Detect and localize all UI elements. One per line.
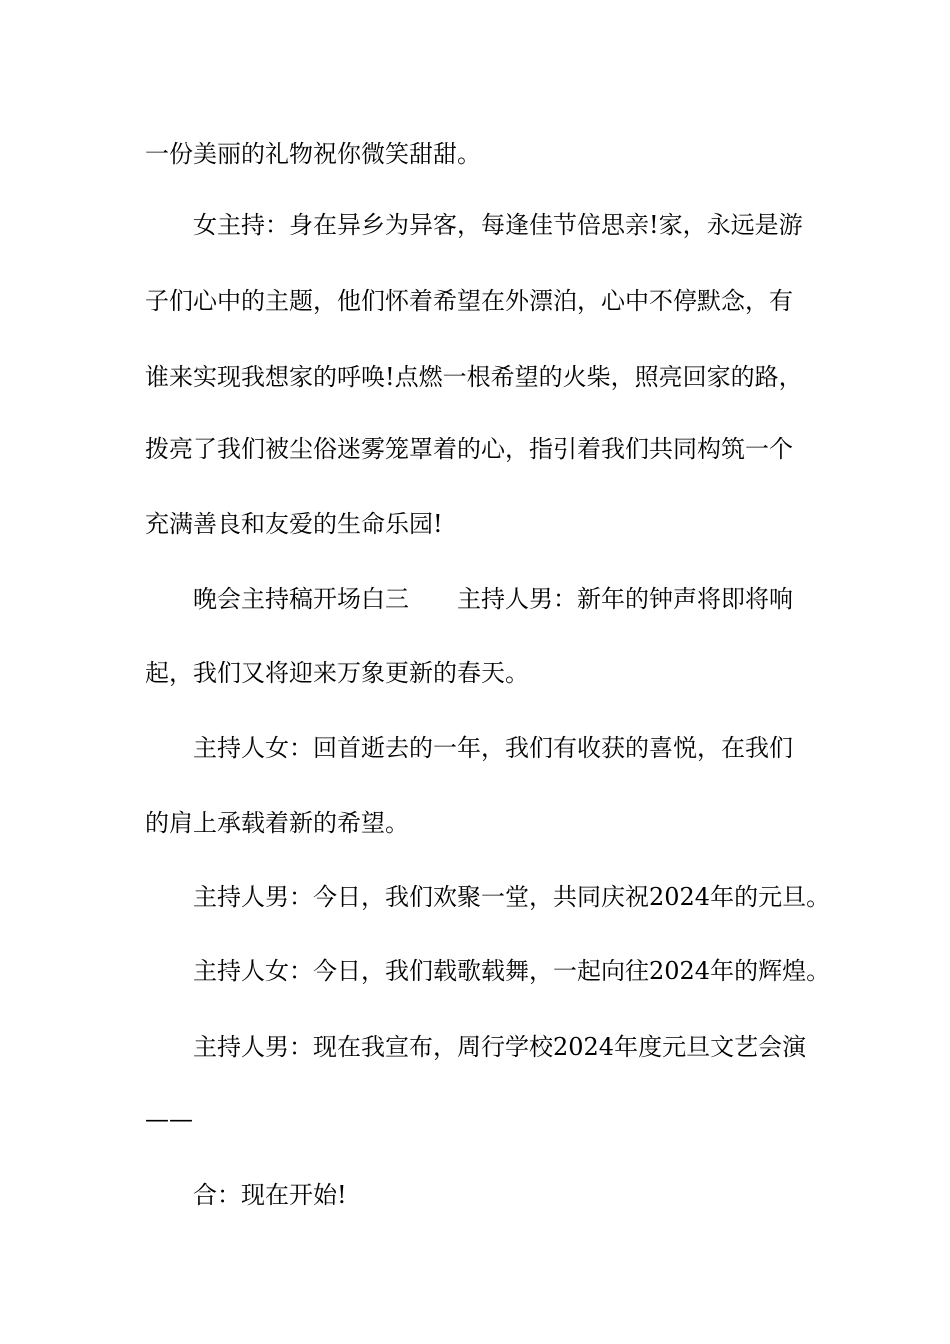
dash-line: —— — [145, 1105, 193, 1133]
text-line: 子们心中的主题，他们怀着希望在外漂泊，心中不停默念，有 — [145, 287, 793, 315]
dialogue-start: 主持人男：新年的钟声将即将响 — [457, 585, 793, 613]
text-line: 一份美丽的礼物祝你微笑甜甜。 — [145, 140, 481, 168]
text-line: 的肩上承载着新的希望。 — [145, 809, 409, 837]
text-line: 起，我们又将迎来万象更新的春天。 — [145, 659, 529, 687]
paragraph-start-line: 合：现在开始! — [193, 1181, 347, 1209]
text-line: 充满善良和友爱的生命乐园! — [145, 510, 443, 538]
paragraph-start-line — [193, 584, 793, 614]
text-line: 谁来实现我想家的呼唤!点燃一根希望的火柴，照亮回家的路， — [145, 363, 803, 391]
section-heading: 晚会主持稿开场白三 — [193, 585, 409, 613]
paragraph-start-line: 主持人男：今日，我们欢聚一堂，共同庆祝2024年的元旦。 — [193, 883, 831, 911]
paragraph-start-line: 女主持：身在异乡为异客，每逢佳节倍思亲!家，永远是游 — [193, 211, 803, 239]
paragraph-start-line: 主持人女：回首逝去的一年，我们有收获的喜悦，在我们 — [193, 734, 793, 762]
paragraph-start-line: 主持人女：今日，我们载歌载舞，一起向往2024年的辉煌。 — [193, 957, 831, 985]
text-line: 拨亮了我们被尘俗迷雾笼罩着的心，指引着我们共同构筑一个 — [145, 435, 793, 463]
paragraph-start-line: 主持人男：现在我宣布，周行学校2024年度元旦文艺会演 — [193, 1033, 807, 1061]
